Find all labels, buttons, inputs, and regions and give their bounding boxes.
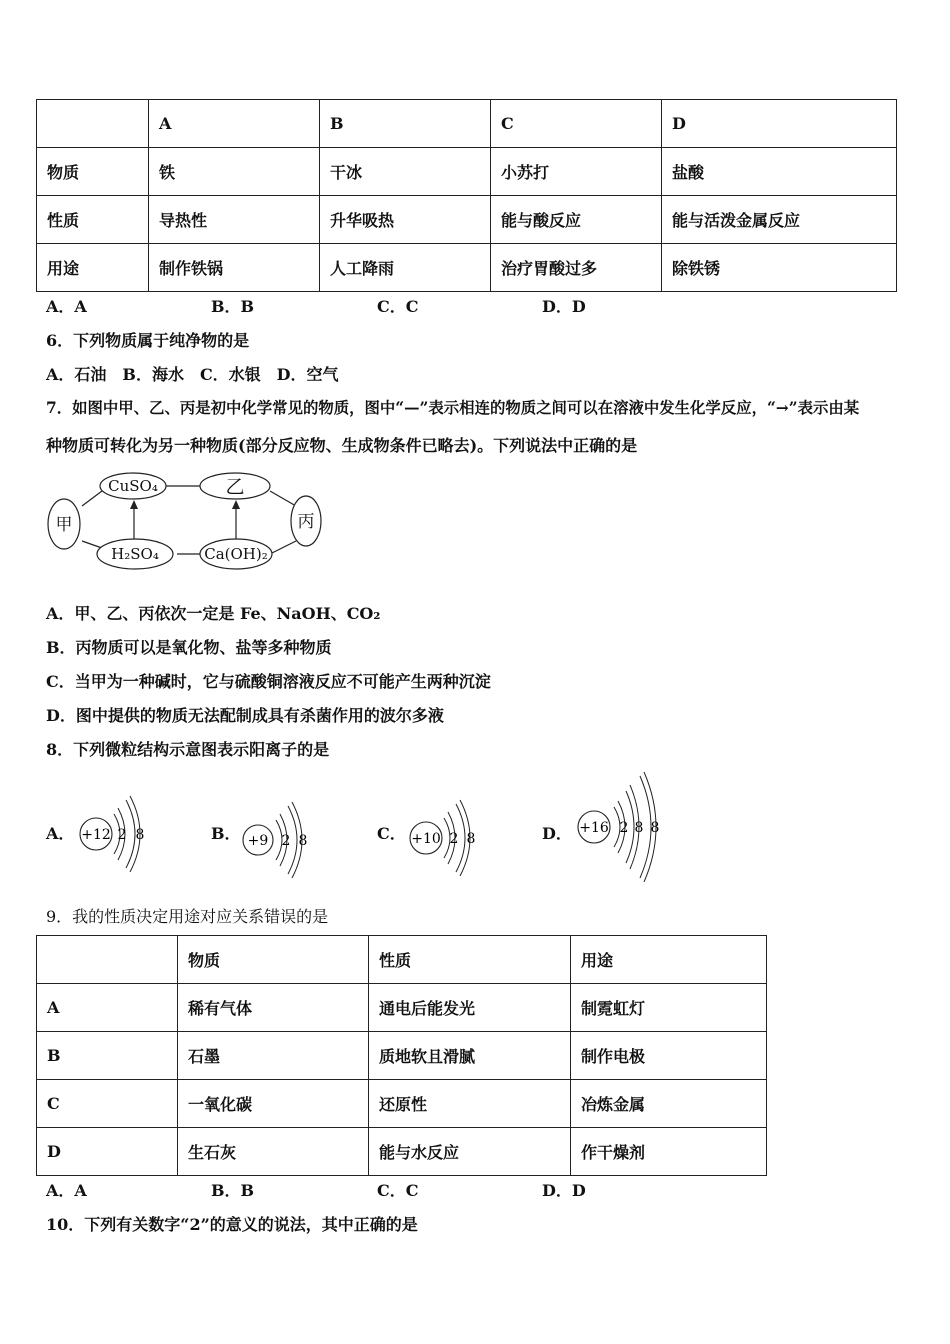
q7-option-c[interactable]: C．当甲为一种碱时，它与硫酸铜溶液反应不可能产生两种沉淀 <box>46 672 491 691</box>
table-cell: A <box>37 984 178 1032</box>
q10-stem: 10．下列有关数字“2”的意义的说法，其中正确的是 <box>46 1215 418 1234</box>
table-cell: 制作电极 <box>571 1032 767 1080</box>
q6-options[interactable]: A．石油 B．海水 C．水银 D．空气 <box>46 365 339 384</box>
nucleus-charge: +12 <box>81 827 111 843</box>
table-cell: 作干燥剂 <box>571 1128 767 1176</box>
shell-electrons: 2 <box>449 831 459 847</box>
q6-stem: 6．下列物质属于纯净物的是 <box>46 331 250 350</box>
table-cell: B <box>320 100 491 148</box>
jia-label: 甲 <box>55 515 73 535</box>
q5-option-b[interactable]: B．B <box>211 297 255 316</box>
shell-electrons: 2 <box>281 833 291 849</box>
q7-option-a[interactable]: A．甲、乙、丙依次一定是 Fe、NaOH、CO₂ <box>46 604 381 623</box>
q8-atom-b[interactable] <box>236 796 316 880</box>
table-cell: 一氧化碳 <box>178 1080 369 1128</box>
shell-electrons: 8 <box>634 820 644 836</box>
table-cell: 除铁锈 <box>662 244 897 292</box>
table-cell: 用途 <box>37 244 149 292</box>
table-row <box>37 1032 767 1080</box>
table-cell: 小苏打 <box>491 148 662 196</box>
property-use-table-2 <box>36 935 767 1176</box>
table-cell: D <box>662 100 897 148</box>
table-cell: C <box>37 1080 178 1128</box>
shell-electrons: 2 <box>619 820 629 836</box>
yi-label: 乙 <box>225 476 245 498</box>
table-row <box>37 196 897 244</box>
table-cell: 铁 <box>149 148 320 196</box>
table-cell: 治疗胃酸过多 <box>491 244 662 292</box>
table-row <box>37 100 897 148</box>
table-cell: 导热性 <box>149 196 320 244</box>
table-row <box>37 984 767 1032</box>
q9-stem: 9．我的性质决定用途对应关系错误的是 <box>46 907 329 926</box>
table-cell: 还原性 <box>369 1080 571 1128</box>
table-cell: 盐酸 <box>662 148 897 196</box>
q8-option-b-label[interactable]: B． <box>211 824 241 843</box>
property-use-table-1 <box>36 99 897 292</box>
table-cell: 通电后能发光 <box>369 984 571 1032</box>
q7-stem-line2: 种物质可转化为另一种物质(部分反应物、生成物条件已略去)。下列说法中正确的是 <box>46 436 638 455</box>
q7-option-d[interactable]: D．图中提供的物质无法配制成具有杀菌作用的波尔多液 <box>46 706 444 725</box>
q8-option-d-label[interactable]: D． <box>542 824 572 843</box>
table-cell: 物质 <box>178 936 369 984</box>
table-cell: 升华吸热 <box>320 196 491 244</box>
bing-label: 丙 <box>297 512 315 532</box>
shell-electrons: 2 <box>117 827 127 843</box>
table-cell: D <box>37 1128 178 1176</box>
table-cell: 干冰 <box>320 148 491 196</box>
table-cell <box>37 100 149 148</box>
nucleus-charge: +9 <box>247 833 269 849</box>
q8-stem: 8．下列微粒结构示意图表示阳离子的是 <box>46 740 330 759</box>
table-row <box>37 244 897 292</box>
table-cell: 稀有气体 <box>178 984 369 1032</box>
table-cell <box>37 936 178 984</box>
table-cell: 制作铁锅 <box>149 244 320 292</box>
table-cell: C <box>491 100 662 148</box>
table-cell: 生石灰 <box>178 1128 369 1176</box>
table-cell: 人工降雨 <box>320 244 491 292</box>
q9-option-a[interactable]: A．A <box>46 1181 87 1200</box>
table-cell: A <box>149 100 320 148</box>
table-cell: 能与活泼金属反应 <box>662 196 897 244</box>
shell-electrons: 8 <box>650 820 660 836</box>
table-row <box>37 1128 767 1176</box>
q8-option-c-label[interactable]: C． <box>377 824 406 843</box>
q7-reaction-diagram <box>44 466 334 576</box>
h2so4-label: H₂SO₄ <box>111 545 159 563</box>
table-cell: 能与酸反应 <box>491 196 662 244</box>
q8-atom-a[interactable] <box>74 792 154 876</box>
q5-option-a[interactable]: A．A <box>46 297 87 316</box>
table-row <box>37 148 897 196</box>
q9-option-b[interactable]: B．B <box>211 1181 255 1200</box>
table-cell: 石墨 <box>178 1032 369 1080</box>
q8-atom-c[interactable] <box>404 794 484 878</box>
q7-stem-line1: 7．如图中甲、乙、丙是初中化学常见的物质，图中“—”表示相连的物质之间可以在溶液中发生化学反应，“→”表示由某 <box>46 399 860 417</box>
table-cell: B <box>37 1032 178 1080</box>
table-cell: 质地软且滑腻 <box>369 1032 571 1080</box>
q5-option-c[interactable]: C．C <box>377 297 419 316</box>
table-cell: 冶炼金属 <box>571 1080 767 1128</box>
table-cell: 能与水反应 <box>369 1128 571 1176</box>
table-row <box>37 1080 767 1128</box>
table-cell: 物质 <box>37 148 149 196</box>
caoh2-label: Ca(OH)₂ <box>204 545 268 563</box>
shell-electrons: 8 <box>466 831 476 847</box>
q8-option-a-label[interactable]: A． <box>46 824 75 843</box>
table-cell: 用途 <box>571 936 767 984</box>
shell-electrons: 8 <box>135 827 145 843</box>
table-cell: 性质 <box>369 936 571 984</box>
q9-option-d[interactable]: D．D <box>542 1181 586 1200</box>
q7-option-b[interactable]: B．丙物质可以是氧化物、盐等多种物质 <box>46 638 332 657</box>
table-cell: 性质 <box>37 196 149 244</box>
q5-option-d[interactable]: D．D <box>542 297 586 316</box>
q9-option-c[interactable]: C．C <box>377 1181 419 1200</box>
q8-atom-d[interactable] <box>572 770 672 882</box>
nucleus-charge: +16 <box>579 820 609 836</box>
table-row <box>37 936 767 984</box>
shell-electrons: 8 <box>298 833 308 849</box>
cuso4-label: CuSO₄ <box>108 477 158 495</box>
table-cell: 制霓虹灯 <box>571 984 767 1032</box>
nucleus-charge: +10 <box>411 831 441 847</box>
